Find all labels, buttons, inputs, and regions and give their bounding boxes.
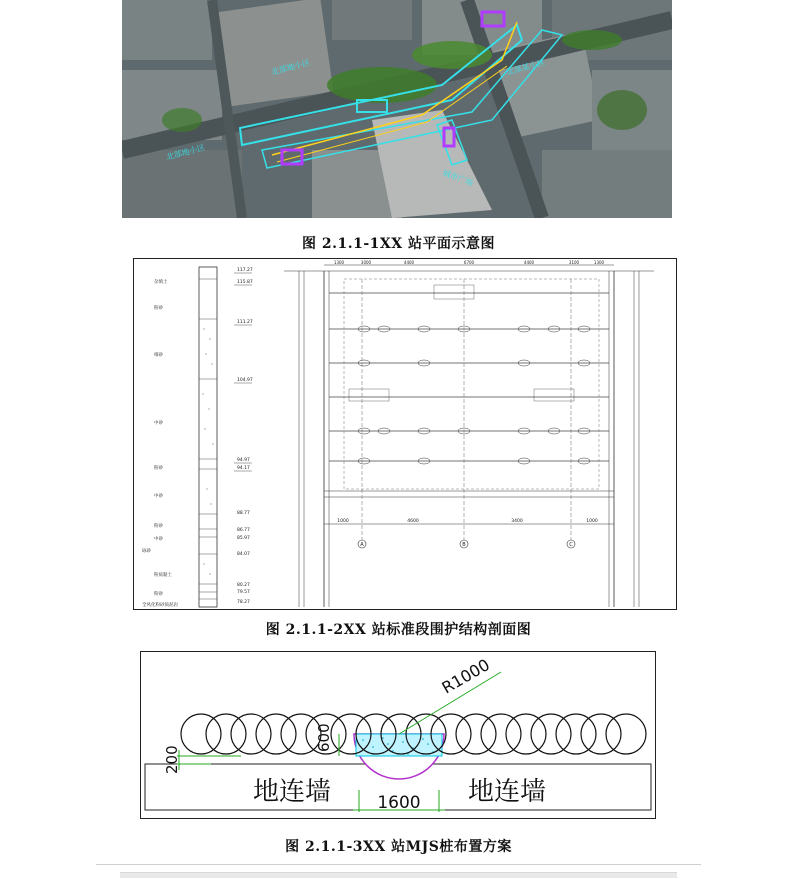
- elev-3: 111.27: [237, 320, 253, 325]
- dim-bottom-4: 1000: [586, 519, 598, 524]
- figure-3-mjs-layout: [140, 651, 656, 819]
- soil-label-1: 杂填土: [154, 280, 168, 285]
- elev-12: 79.57: [237, 590, 250, 595]
- figure-3-caption: 图 2.1.1-3XX 站MJS桩布置方案: [285, 839, 512, 855]
- soil-label-4: 中砂: [154, 421, 163, 426]
- figure-1-caption: 图 2.1.1-1XX 站平面示意图: [302, 236, 495, 252]
- section-svg: [134, 259, 678, 611]
- dim-bottom-3: 3400: [511, 519, 523, 524]
- soil-label-3: 细砂: [154, 353, 163, 358]
- elev-10: 84.07: [237, 552, 250, 557]
- dim-top-3: 4400: [403, 260, 415, 265]
- elev-5: 94.97: [237, 458, 250, 463]
- elev-8: 86.77: [237, 528, 250, 533]
- dim-bottom-1: 1000: [337, 519, 349, 524]
- map-label-west: 北部地小区: [165, 142, 207, 162]
- map-label-plaza: 城市广场: [441, 168, 475, 188]
- page-bottom-rule: [96, 864, 701, 865]
- soil-label-6: 中砂: [154, 494, 163, 499]
- map-label-north-right: 北部某小区: [505, 57, 547, 77]
- dim-top-5: 4400: [523, 260, 535, 265]
- next-page-edge: [120, 872, 677, 878]
- mjs-svg: [141, 652, 657, 820]
- elev-1: 117.27: [237, 268, 253, 273]
- soil-label-11: 粉砂: [154, 592, 163, 597]
- soil-label-8: 中砂: [154, 537, 163, 542]
- dim-top-4: 6700: [463, 260, 475, 265]
- figure-2-caption: 图 2.1.1-2XX 站标准段围护结构剖面图: [265, 622, 532, 638]
- dim-1600-label: 1600: [377, 793, 421, 813]
- soil-label-5: 粉砂: [154, 466, 163, 471]
- figure-1-plan-map: [122, 0, 672, 218]
- axis-label-b: B: [462, 542, 466, 548]
- dim-bottom-2: 4600: [407, 519, 419, 524]
- radius-label: R1000: [438, 655, 493, 698]
- soil-label-2: 粉砂: [154, 306, 163, 311]
- right-wall-label: 地连墙: [468, 777, 547, 807]
- soil-label-12: 全风化粉砂质泥岩: [142, 603, 178, 608]
- dim-top-6: 3100: [568, 260, 580, 265]
- axis-label-a: A: [360, 542, 364, 548]
- elev-6: 94.17: [237, 466, 250, 471]
- dim-200-label: 200: [163, 745, 181, 774]
- elev-11: 80.27: [237, 583, 250, 588]
- elev-4: 104.97: [237, 378, 253, 383]
- dim-top-2: 3000: [360, 260, 372, 265]
- soil-label-10: 粉质黏土: [154, 573, 172, 578]
- figure-2-section-drawing: [133, 258, 677, 610]
- soil-label-7: 粉砂: [154, 524, 163, 529]
- elev-7: 88.77: [237, 511, 250, 516]
- axis-label-c: C: [569, 542, 573, 548]
- soil-label-9: 砾砂: [142, 549, 151, 554]
- elev-13: 78.27: [237, 600, 250, 605]
- map-label-north-left: 北部地小区: [270, 57, 312, 77]
- soil-layer-dividers: [199, 279, 217, 599]
- satellite-map: [122, 0, 672, 218]
- left-wall-label: 地连墙: [253, 777, 332, 807]
- dim-top-7: 1300: [593, 260, 605, 265]
- dim-600-label: 600: [315, 723, 333, 752]
- elev-2: 115.87: [237, 280, 253, 285]
- dim-top-1: 1300: [333, 260, 345, 265]
- elev-9: 85.97: [237, 536, 250, 541]
